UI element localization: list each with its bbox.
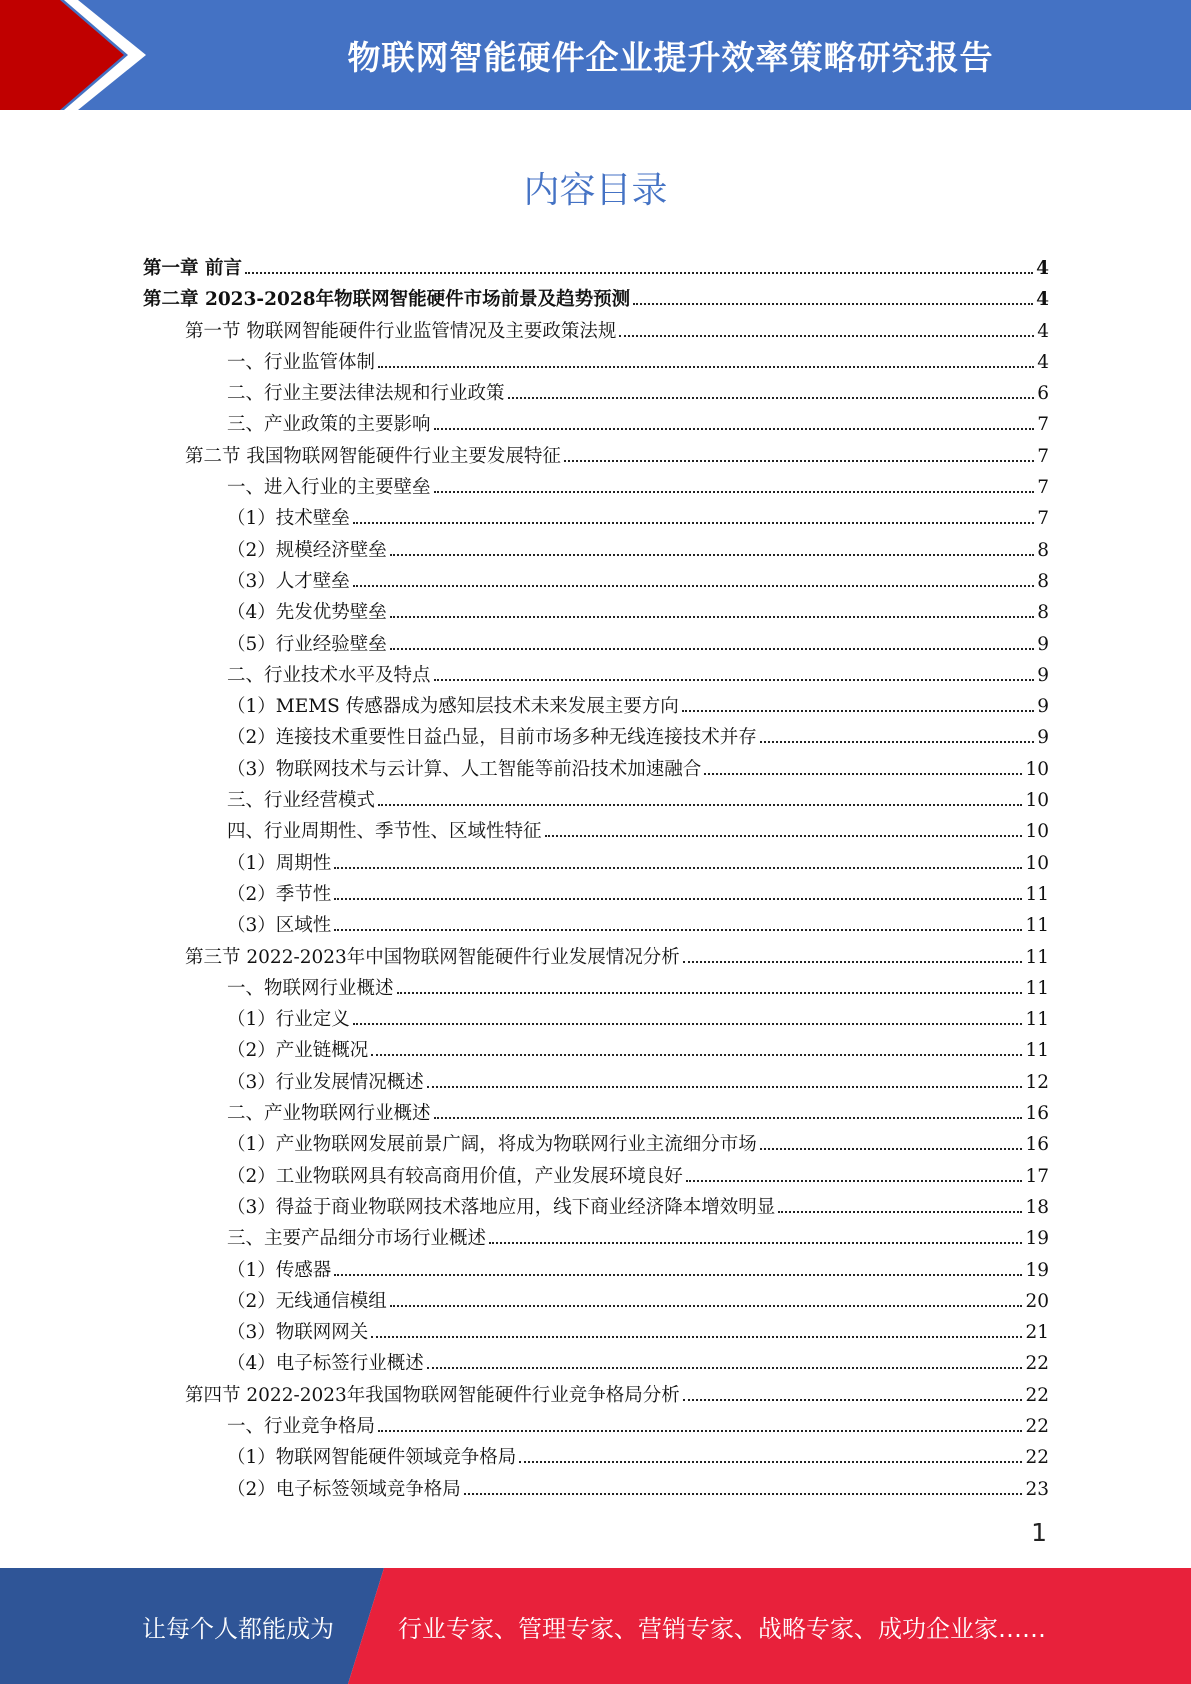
toc-entry[interactable] [143, 442, 1049, 473]
toc-dot-leader [760, 740, 1034, 743]
toc-entry-title: （2）规模经济壁垒 [227, 539, 387, 561]
toc-dot-leader [371, 1053, 1022, 1056]
toc-entry-title: （3）得益于商业物联网技术落地应用，线下商业经济降本增效明显 [227, 1196, 776, 1218]
toc-dot-leader [683, 960, 1023, 963]
toc-entry-title: （1）行业定义 [227, 1009, 350, 1031]
toc-entry-page: 7 [1037, 445, 1049, 467]
toc-entry-page: 22 [1025, 1447, 1049, 1469]
toc-entry-title: 三、行业经营模式 [227, 790, 376, 812]
toc-entry-page: 10 [1025, 790, 1049, 812]
toc-dot-leader [378, 365, 1034, 368]
toc-dot-leader [334, 897, 1022, 900]
toc-dot-leader [545, 834, 1023, 837]
toc-entry[interactable] [143, 943, 1049, 974]
toc-dot-leader [434, 427, 1035, 430]
toc-entry-page: 22 [1025, 1384, 1049, 1406]
toc-entry[interactable] [143, 379, 1049, 410]
toc-entry[interactable] [143, 1130, 1049, 1161]
toc-dot-leader [434, 490, 1035, 493]
toc-entry-page: 11 [1025, 1009, 1049, 1031]
toc-dot-leader [682, 709, 1035, 712]
toc-dot-leader [371, 1335, 1022, 1338]
toc-entry-title: 第四节 2022-2023年我国物联网智能硬件行业竞争格局分析 [185, 1384, 680, 1406]
toc-entry-page: 19 [1025, 1228, 1049, 1250]
toc-dot-leader [686, 1179, 1023, 1182]
toc-dot-leader [519, 1460, 1022, 1463]
toc-dot-leader [464, 1492, 1023, 1495]
toc-entry[interactable] [143, 1349, 1049, 1380]
toc-entry-title: （3）物联网技术与云计算、人工智能等前沿技术加速融合 [227, 758, 702, 780]
toc-entry-title: 第一节 物联网智能硬件行业监管情况及主要政策法规 [185, 320, 617, 342]
toc-entry-title: （1）周期性 [227, 852, 332, 874]
toc-entry-title: （3）物联网网关 [227, 1322, 369, 1344]
toc-entry-page: 20 [1025, 1290, 1049, 1312]
toc-entry-page: 11 [1025, 883, 1049, 905]
toc-dot-leader [633, 302, 1033, 305]
toc-entry-title: （4）先发优势壁垒 [227, 602, 387, 624]
toc-dot-leader [427, 1085, 1023, 1088]
toc-entry[interactable] [143, 1287, 1049, 1318]
page-number: 1 [1031, 1518, 1047, 1547]
toc-entry-page: 11 [1025, 1040, 1049, 1062]
toc-dot-leader [378, 803, 1022, 806]
toc-entry-page: 7 [1037, 414, 1049, 436]
toc-entry-page: 17 [1025, 1165, 1049, 1187]
toc-entry[interactable] [143, 348, 1049, 379]
toc-dot-leader [427, 1366, 1023, 1369]
toc-entry[interactable] [143, 285, 1049, 316]
toc-entry-page: 10 [1025, 821, 1049, 843]
toc-entry-title: 一、进入行业的主要壁垒 [227, 477, 431, 499]
toc-entry-title: （1）产业物联网发展前景广阔，将成为物联网行业主流细分市场 [227, 1134, 757, 1156]
toc-dot-leader [390, 1304, 1023, 1307]
footer-banner [0, 1568, 1191, 1684]
toc-dot-leader [683, 1398, 1023, 1401]
toc-entry[interactable] [143, 755, 1049, 786]
toc-entry-page: 16 [1025, 1134, 1049, 1156]
toc-entry[interactable] [143, 473, 1049, 504]
toc-entry[interactable] [143, 817, 1049, 848]
toc-dot-leader [434, 678, 1035, 681]
toc-dot-leader [334, 866, 1022, 869]
toc-entry-title: 二、行业主要法律法规和行业政策 [227, 383, 505, 405]
toc-entry[interactable] [143, 1318, 1049, 1349]
toc-entry-page: 4 [1036, 258, 1049, 279]
toc-entry-page: 9 [1037, 727, 1049, 749]
toc-entry[interactable] [143, 567, 1049, 598]
toc-entry-page: 4 [1037, 320, 1049, 342]
toc-dot-leader [508, 396, 1035, 399]
toc-entry[interactable] [143, 410, 1049, 441]
toc-dot-leader [778, 1210, 1022, 1213]
toc-entry[interactable] [143, 1036, 1049, 1067]
toc-entry-page: 16 [1025, 1103, 1049, 1125]
toc-entry[interactable] [143, 1099, 1049, 1130]
toc-entry[interactable] [143, 317, 1049, 348]
toc-dot-leader [564, 459, 1034, 462]
toc-dot-leader [353, 521, 1034, 524]
toc-entry[interactable] [143, 1475, 1049, 1506]
toc-dot-leader [334, 1273, 1022, 1276]
toc-dot-leader [390, 647, 1034, 650]
toc-entry-page: 10 [1025, 852, 1049, 874]
footer-slogan-left: 让每个人都能成为 [142, 1614, 334, 1643]
toc-entry-title: （2）电子标签领域竞争格局 [227, 1478, 461, 1500]
toc-entry-title: 一、行业竞争格局 [227, 1415, 376, 1437]
toc-entry-title: 一、行业监管体制 [227, 351, 376, 373]
table-of-contents [143, 254, 1049, 1506]
toc-entry-title: （3）区域性 [227, 915, 332, 937]
toc-entry-title: （1）物联网智能硬件领域竞争格局 [227, 1447, 517, 1469]
header-banner [0, 0, 1191, 110]
toc-entry-page: 9 [1037, 633, 1049, 655]
toc-entry-title: （2）产业链概况 [227, 1040, 369, 1062]
toc-entry-page: 11 [1025, 977, 1049, 999]
toc-entry-page: 19 [1025, 1259, 1049, 1281]
toc-entry-page: 8 [1037, 602, 1049, 624]
toc-entry-title: （4）电子标签行业概述 [227, 1353, 424, 1375]
toc-dot-leader [489, 1241, 1022, 1244]
toc-entry-title: 一、物联网行业概述 [227, 977, 394, 999]
toc-entry-page: 8 [1037, 570, 1049, 592]
toc-entry[interactable] [143, 1162, 1049, 1193]
toc-entry-page: 8 [1037, 539, 1049, 561]
toc-entry[interactable] [143, 974, 1049, 1005]
toc-entry[interactable] [143, 598, 1049, 629]
toc-dot-leader [245, 271, 1033, 274]
toc-entry-title: 三、产业政策的主要影响 [227, 414, 431, 436]
toc-entry-page: 7 [1037, 477, 1049, 499]
toc-entry[interactable] [143, 1005, 1049, 1036]
toc-entry[interactable] [143, 1193, 1049, 1224]
toc-entry[interactable] [143, 1256, 1049, 1287]
toc-entry-title: 第一章 前言 [143, 258, 242, 279]
toc-entry-title: （2）工业物联网具有较高商用价值，产业发展环境良好 [227, 1165, 683, 1187]
toc-entry-page: 10 [1025, 758, 1049, 780]
toc-dot-leader [334, 928, 1022, 931]
toc-entry-title: （1）技术壁垒 [227, 508, 350, 530]
toc-entry-title: 第二章 2023-2028年物联网智能硬件市场前景及趋势预测 [143, 289, 631, 311]
toc-entry-page: 4 [1036, 289, 1049, 311]
toc-entry-page: 21 [1025, 1322, 1049, 1344]
toc-entry-page: 4 [1037, 351, 1049, 373]
footer-slogan-right: 行业专家、管理专家、营销专家、战略专家、成功企业家…… [398, 1614, 1046, 1643]
toc-entry-page: 9 [1037, 664, 1049, 686]
toc-entry[interactable] [143, 661, 1049, 692]
toc-entry-title: （2）连接技术重要性日益凸显，目前市场多种无线连接技术并存 [227, 727, 757, 749]
toc-entry-page: 11 [1025, 915, 1049, 937]
toc-entry[interactable] [143, 1224, 1049, 1255]
toc-entry[interactable] [143, 504, 1049, 535]
toc-entry-page: 11 [1025, 946, 1049, 968]
toc-entry[interactable] [143, 723, 1049, 754]
toc-entry[interactable] [143, 911, 1049, 942]
toc-entry[interactable] [143, 254, 1049, 285]
toc-entry-title: 三、主要产品细分市场行业概述 [227, 1228, 487, 1250]
toc-dot-leader [353, 584, 1034, 587]
toc-entry-page: 9 [1037, 696, 1049, 718]
toc-entry[interactable] [143, 880, 1049, 911]
toc-entry-page: 6 [1037, 383, 1049, 405]
toc-entry-title: 第二节 我国物联网智能硬件行业主要发展特征 [185, 445, 561, 467]
toc-entry-page: 12 [1025, 1071, 1049, 1093]
toc-entry[interactable] [143, 692, 1049, 723]
toc-entry-page: 22 [1025, 1415, 1049, 1437]
toc-dot-leader [704, 772, 1022, 775]
toc-entry-page: 7 [1037, 508, 1049, 530]
toc-entry-title: （2）无线通信模组 [227, 1290, 387, 1312]
toc-entry[interactable] [143, 630, 1049, 661]
toc-entry[interactable] [143, 1412, 1049, 1443]
header-chevron-decoration [0, 0, 160, 110]
toc-entry-title: （3）人才壁垒 [227, 570, 350, 592]
toc-entry-page: 22 [1025, 1353, 1049, 1375]
toc-entry-page: 18 [1025, 1196, 1049, 1218]
toc-dot-leader [434, 1116, 1023, 1119]
toc-dot-leader [390, 615, 1034, 618]
toc-entry[interactable] [143, 1443, 1049, 1474]
toc-dot-leader [760, 1147, 1023, 1150]
toc-entry-title: （1）传感器 [227, 1259, 332, 1281]
toc-entry-title: （3）行业发展情况概述 [227, 1071, 424, 1093]
toc-entry[interactable] [143, 536, 1049, 567]
toc-entry-title: 第三节 2022-2023年中国物联网智能硬件行业发展情况分析 [185, 946, 680, 968]
toc-entry-title: （5）行业经验壁垒 [227, 633, 387, 655]
toc-dot-leader [619, 334, 1034, 337]
toc-entry-title: 二、产业物联网行业概述 [227, 1103, 431, 1125]
toc-entry[interactable] [143, 849, 1049, 880]
toc-dot-leader [353, 1022, 1023, 1025]
toc-entry[interactable] [143, 1381, 1049, 1412]
toc-dot-leader [397, 991, 1023, 994]
report-title: 物联网智能硬件企业提升效率策略研究报告 [347, 37, 994, 77]
toc-entry[interactable] [143, 786, 1049, 817]
toc-entry[interactable] [143, 1068, 1049, 1099]
toc-entry-title: 二、行业技术水平及特点 [227, 664, 431, 686]
toc-entry-page: 23 [1025, 1478, 1049, 1500]
toc-dot-leader [378, 1429, 1022, 1432]
toc-entry-title: 四、行业周期性、季节性、区域性特征 [227, 821, 542, 843]
toc-entry-title: （2）季节性 [227, 883, 332, 905]
toc-dot-leader [390, 553, 1034, 556]
toc-entry-title: （1）MEMS 传感器成为感知层技术未来发展主要方向 [227, 696, 679, 718]
toc-heading: 内容目录 [523, 170, 668, 211]
